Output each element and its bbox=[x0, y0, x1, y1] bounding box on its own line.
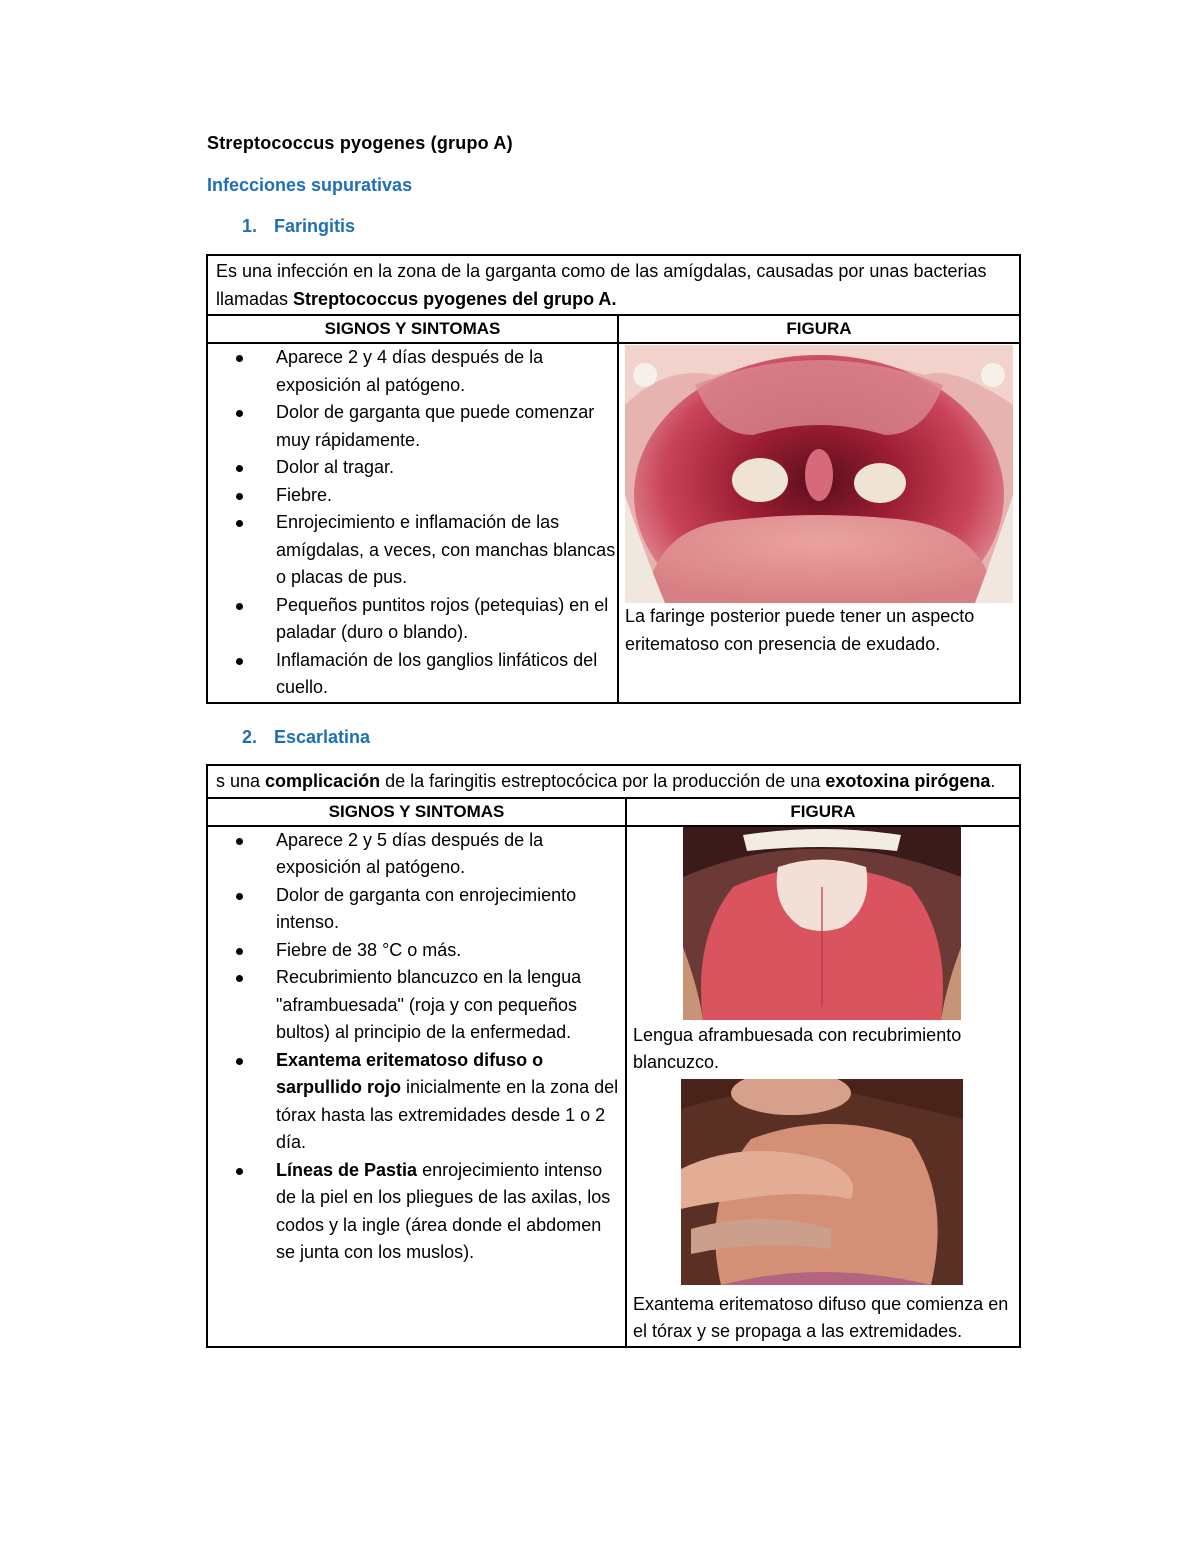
intro-text: s una bbox=[216, 771, 266, 791]
page-title: Streptococcus pyogenes (grupo A) bbox=[207, 133, 513, 153]
list-item: Fiebre de 38 °C o más. bbox=[208, 937, 625, 965]
intro-text: de la faringitis estreptocócica por la producción de una bbox=[380, 771, 826, 791]
list-item: Pequeños puntitos rojos (petequias) en el paladar (duro o blando). bbox=[208, 592, 617, 647]
intro-bold-text: exotoxina pirógena bbox=[825, 771, 991, 791]
tongue-photo bbox=[683, 827, 961, 1020]
list-item: Aparece 2 y 4 días después de la exposición al patógeno. bbox=[208, 344, 617, 399]
column-header-symptoms: SIGNOS Y SINTOMAS bbox=[207, 315, 618, 343]
symptom-text: inicialmente en la zona del tórax hasta las extremidades desde 1 o 2 día. bbox=[276, 1077, 619, 1152]
list-item bbox=[208, 1157, 625, 1267]
column-header-symptoms: SIGNOS Y SINTOMAS bbox=[207, 798, 626, 826]
faringitis-intro bbox=[207, 255, 1020, 315]
symptoms-cell bbox=[207, 826, 626, 1347]
list-item: Fiebre. bbox=[208, 482, 617, 510]
section-number: 1. bbox=[242, 216, 258, 236]
figure-caption: Exantema eritematoso difuso que comienza en el tórax y se propaga a las extremidades. bbox=[633, 1293, 1009, 1341]
figure-cell bbox=[618, 343, 1020, 703]
section-number: 2. bbox=[242, 727, 258, 747]
figure-cell bbox=[626, 826, 1020, 1347]
list-item: Dolor de garganta que puede comenzar muy rápidamente. bbox=[208, 399, 617, 454]
rash-photo bbox=[681, 1079, 963, 1285]
symptoms-cell bbox=[207, 343, 618, 703]
pharyngitis-photo bbox=[625, 345, 1013, 603]
symptom-bold: Exantema eritematoso difuso o sarpullido rojo bbox=[276, 1049, 544, 1097]
escarlatina-intro bbox=[207, 765, 1020, 798]
list-item: Dolor de garganta con enrojecimiento intenso. bbox=[208, 882, 625, 937]
section-heading-text: Faringitis bbox=[274, 216, 356, 236]
intro-bold-text: Streptococcus pyogenes del grupo A bbox=[293, 288, 612, 309]
column-header-figure: FIGURA bbox=[618, 315, 1020, 343]
section-heading-faringitis bbox=[242, 216, 355, 237]
list-item: Dolor al tragar. bbox=[208, 454, 617, 482]
symptom-bold: Líneas de Pastia bbox=[276, 1159, 418, 1180]
symptoms-list bbox=[208, 344, 617, 702]
intro-bold-text: complicación bbox=[265, 771, 381, 791]
intro-text: Es una infección en la zona de la garganta como de las amígdalas, causadas por unas bacterias llamadas bbox=[216, 261, 987, 309]
list-item: Enrojecimiento e inflamación de las amígdalas, a veces, con manchas blancas o placas de pus. bbox=[208, 509, 617, 592]
symptom-text: enrojecimiento intenso de la piel en los pliegues de las axilas, los codos y la ingle (área donde el abdomen se junta con los muslos). bbox=[276, 1159, 611, 1262]
list-item: Inflamación de los ganglios linfáticos del cuello. bbox=[208, 647, 617, 702]
faringitis-table bbox=[206, 254, 1021, 704]
column-header-figure: FIGURA bbox=[626, 798, 1020, 826]
list-item: Recubrimiento blancuzco en la lengua "aframbuesada" (roja y con pequeños bultos) al principio de la enfermedad. bbox=[208, 964, 625, 1047]
symptoms-list bbox=[208, 827, 625, 1267]
section-heading-text: Escarlatina bbox=[274, 727, 371, 747]
figure-caption: La faringe posterior puede tener un aspecto eritematoso con presencia de exudado. bbox=[625, 606, 975, 654]
list-item bbox=[208, 1047, 625, 1157]
escarlatina-table bbox=[206, 764, 1021, 1348]
intro-end: . bbox=[990, 771, 996, 791]
intro-end: . bbox=[611, 288, 617, 309]
section-subtitle: Infecciones supurativas bbox=[207, 175, 413, 195]
figure-caption: Lengua aframbuesada con recubrimiento blancuzco. bbox=[633, 1024, 962, 1072]
section-heading-escarlatina bbox=[242, 727, 370, 748]
list-item: Aparece 2 y 5 días después de la exposición al patógeno. bbox=[208, 827, 625, 882]
